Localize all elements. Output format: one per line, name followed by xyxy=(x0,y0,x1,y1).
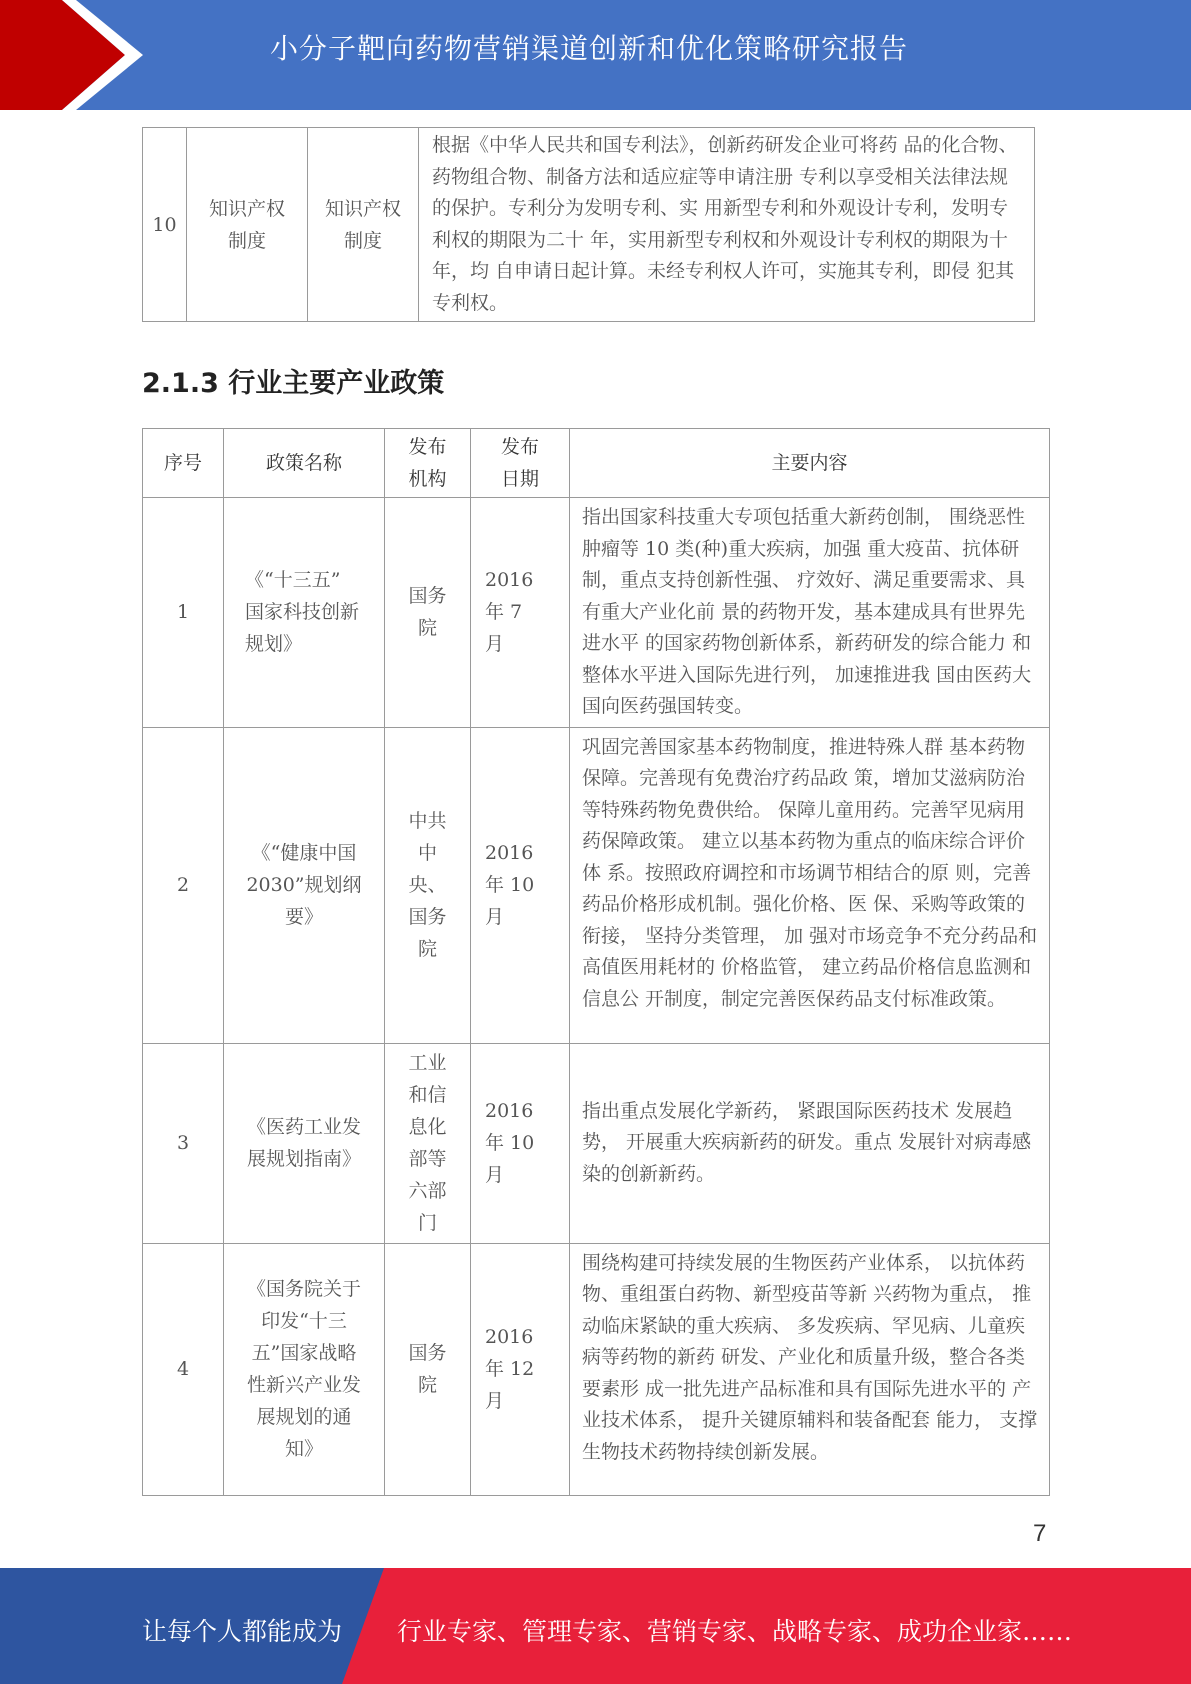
header-no: 序号 xyxy=(143,429,224,498)
header-name: 政策名称 xyxy=(224,429,385,498)
agency-text: 工业和信息化部等六部门 xyxy=(408,1052,447,1234)
policy-name-cell xyxy=(224,1043,385,1243)
policy-name-cell xyxy=(224,498,385,728)
row-number: 4 xyxy=(143,1243,224,1495)
table-row xyxy=(143,1043,1050,1243)
date-text: 2016年 10月 xyxy=(485,1100,535,1186)
table-row xyxy=(143,1243,1050,1495)
table-row xyxy=(143,727,1050,1043)
policy-name-cell xyxy=(224,727,385,1043)
category-text: 知识产权制度 xyxy=(208,197,285,252)
content-cell: 指出国家科技重大专项包括重大新药创制， 围绕恶性肿瘤等 10 类(种)重大疾病，加强 重大疫苗、抗体研制，重点支持创新性强、 疗效好、满足重要需求、具有重大产业化前 景的药物开发，基本建成具有世界先进水平 的国家药物创新体系，新药研发的综合能力 和整体水平进入国际先进行列， 加速推进我 国由医药大国向医药强国转变。 xyxy=(570,498,1050,728)
content-cell: 围绕构建可持续发展的生物医药产业体系， 以抗体药物、重组蛋白药物、新型疫苗等新 兴药物为重点， 推动临床紧缺的重大疾病、 多发疾病、罕见病、儿童疾病等药物的新药 研发、产业化和质量升级，整合各类要素形 成一批先进产品标准和具有国际先进水平的 产业技术体系， 提升关键原辅料和装备配套 能力， 支撑生物技术药物持续创新发展。 xyxy=(570,1243,1050,1495)
policy-name: 《“健康中国 2030”规划纲要》 xyxy=(246,842,362,928)
policy-name: 《“十三五” 国家科技创新规划》 xyxy=(245,569,360,656)
name-cell xyxy=(308,128,419,322)
date-text: 2016年 12月 xyxy=(485,1326,535,1412)
date-cell xyxy=(471,727,570,1043)
header-date-text: 发布日期 xyxy=(500,436,539,490)
header-agency-text: 发布机构 xyxy=(408,436,447,490)
table-header-row xyxy=(143,429,1050,498)
row-number: 1 xyxy=(143,498,224,728)
date-cell xyxy=(471,1243,570,1495)
agency-cell xyxy=(385,1243,471,1495)
content-cell: 巩固完善国家基本药物制度，推进特殊人群 基本药物保障。完善现有免费治疗药品政 策，增加艾滋病防治等特殊药物免费供给。 保障儿童用药。完善罕见病用药保障政策。 建立以基本药物为重点的临床综合评价体 系。按照政府调控和市场调节相结合的原 则，完善药品价格形成机制。强化价格、医 保、采购等政策的衔接， 坚持分类管理， 加 强对市场竞争不充分药品和高值医用耗材的 价格监管， 建立药品价格信息监测和信息公 开制度，制定完善医保药品支付标准政策。 xyxy=(570,727,1050,1043)
row-number: 3 xyxy=(143,1043,224,1243)
header-content: 主要内容 xyxy=(570,429,1050,498)
footer-slogan-right: 行业专家、管理专家、营销专家、战略专家、成功企业家…… xyxy=(397,1617,1073,1646)
agency-text: 国务院 xyxy=(408,585,447,640)
category-cell xyxy=(187,128,308,322)
footer-band xyxy=(0,1568,1191,1684)
footer-slogan-left: 让每个人都能成为 xyxy=(142,1617,343,1646)
agency-text: 中共中央、国务院 xyxy=(408,810,447,960)
policy-table xyxy=(142,428,1050,1496)
table-row xyxy=(143,128,1035,322)
table-row xyxy=(143,498,1050,728)
agency-cell xyxy=(385,498,471,728)
ip-table xyxy=(142,127,1035,322)
date-cell xyxy=(471,498,570,728)
row-number: 2 xyxy=(143,727,224,1043)
content-cell: 根据《中华人民共和国专利法》，创新药研发企业可将药 品的化合物、药物组合物、制备方法和适应症等申请注册 专利以享受相关法律法规的保护。专利分为发明专利、实 用新型专利和外观设计专利，发明专利权的期限为二十 年，实用新型专利权和外观设计专利权的期限为十年，均 自申请日起计算。未经专利权人许可，实施其专利，即侵 犯其专利权。 xyxy=(419,128,1035,322)
name-text: 知识产权制度 xyxy=(324,197,401,252)
section-title: 2.1.3 行业主要产业政策 xyxy=(142,368,445,399)
date-cell xyxy=(471,1043,570,1243)
header-arrow-icon xyxy=(0,0,160,110)
agency-cell xyxy=(385,1043,471,1243)
agency-text: 国务院 xyxy=(408,1342,447,1396)
header-band xyxy=(0,0,1191,110)
header-agency xyxy=(385,429,471,498)
date-text: 2016年 7月 xyxy=(485,569,534,656)
date-text: 2016年 10月 xyxy=(485,842,535,928)
policy-name-cell xyxy=(224,1243,385,1495)
report-title: 小分子靶向药物营销渠道创新和优化策略研究报告 xyxy=(270,32,909,65)
row-number: 10 xyxy=(143,128,187,322)
policy-name: 《国务院关于印发“十三五”国家战略性新兴产业发展规划的通知》 xyxy=(246,1278,361,1460)
agency-cell xyxy=(385,727,471,1043)
content-cell: 指出重点发展化学新药， 紧跟国际医药技术 发展趋势， 开展重大疾病新药的研发。重点 发展针对病毒感染的创新新药。 xyxy=(570,1043,1050,1243)
policy-name: 《医药工业发展规划指南》 xyxy=(246,1116,361,1170)
header-date xyxy=(471,429,570,498)
page-number: 7 xyxy=(1033,1520,1047,1547)
